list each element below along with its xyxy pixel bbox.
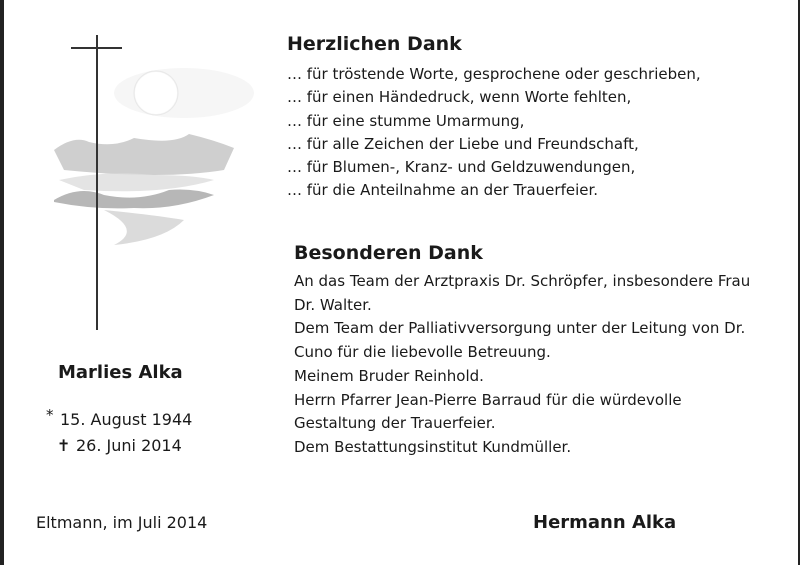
special-line: Dr. Walter. [294, 295, 372, 314]
thanks-line: … für Blumen-, Kranz- und Geldzuwendungen, [287, 158, 636, 177]
special-line: Gestaltung der Trauerfeier. [294, 414, 496, 433]
thanks-line: … für eine stumme Umarmung, [287, 111, 525, 130]
signature: Hermann Alka [533, 512, 677, 533]
thanks-list [287, 63, 701, 203]
special-line: Dem Bestattungsinstitut Kundmüller. [294, 437, 572, 456]
special-line: An das Team der Arztpraxis Dr. Schröpfer, insbesondere Frau [294, 272, 751, 290]
special-thanks-list [294, 270, 750, 460]
thanks-line: … für tröstende Worte, gesprochene oder geschrieben, [287, 65, 701, 83]
special-line: Dem Team der Palliativversorgung unter der Leitung von Dr. [294, 319, 746, 338]
thanks-line: … für die Anteilnahme an der Trauerfeier. [287, 181, 599, 200]
special-line: Herrn Pfarrer Jean-Pierre Barraud für die würdevolle [294, 390, 682, 409]
thanks-line: … für alle Zeichen der Liebe und Freundschaft, [287, 134, 639, 153]
thanks-heading: Herzlichen Dank [287, 33, 462, 55]
place-date: Eltmann, im Juli 2014 [36, 513, 208, 532]
death-cross-icon: ✝ [57, 436, 71, 455]
death-date: 26. Juni 2014 [76, 436, 182, 455]
special-thanks-heading: Besonderen Dank [294, 242, 483, 264]
thanks-line: … für einen Händedruck, wenn Worte fehlten, [287, 88, 632, 107]
special-line: Meinem Bruder Reinhold. [294, 366, 484, 385]
birth-date: 15. August 1944 [60, 410, 193, 429]
deceased-name: Marlies Alka [58, 362, 183, 383]
birth-symbol: * [46, 406, 54, 424]
special-line: Cuno für die liebevolle Betreuung. [294, 343, 551, 362]
cross-landscape-illustration [44, 30, 264, 330]
